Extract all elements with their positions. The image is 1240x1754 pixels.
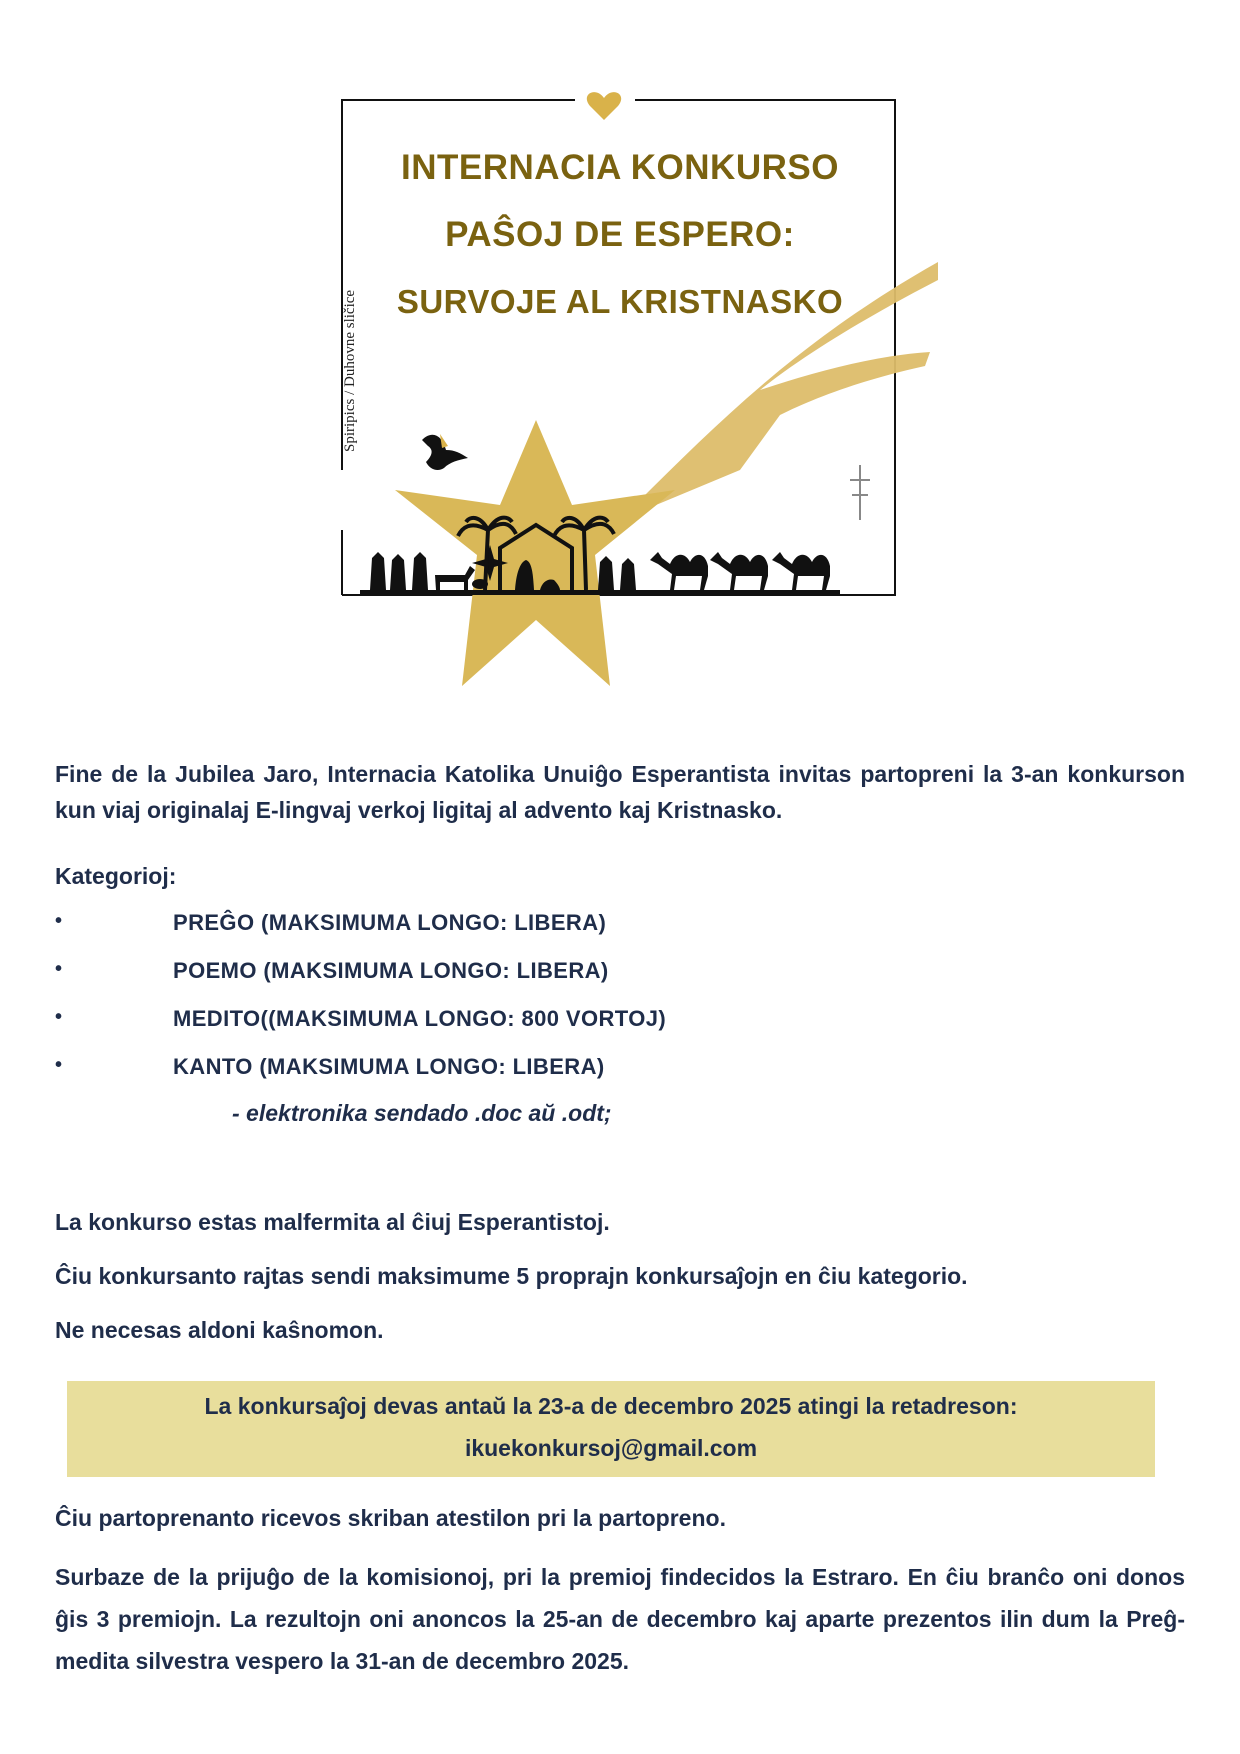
camel-icon — [772, 552, 830, 590]
ground-line — [360, 590, 840, 595]
paragraph-open: La konkurso estas malfermita al ĉiuj Esperantistoj. — [55, 1209, 610, 1235]
deadline-text: La konkursaĵoj devas antaŭ la 23-a de decembro 2025 atingi la retadreson: — [204, 1393, 1018, 1419]
bullet-icon: • — [55, 958, 63, 980]
category-label: POEMO (MAKSIMUMA LONGO: LIBERA) — [173, 958, 609, 983]
format-note: - elektronika sendado .doc aŭ .odt; — [232, 1100, 612, 1126]
heart-icon — [587, 92, 621, 120]
bullet-icon: • — [55, 910, 63, 932]
donkey-icon — [435, 566, 475, 590]
shepherds-icon — [598, 556, 636, 590]
paragraph-certificate: Ĉiu partoprenanto ricevos skriban atestilon pri la partopreno. — [55, 1505, 726, 1531]
bullet-icon: • — [55, 1006, 63, 1028]
magi-icon — [370, 552, 428, 590]
list-item — [55, 1006, 1055, 1054]
category-label: KANTO (MAKSIMUMA LONGO: LIBERA) — [173, 1054, 605, 1079]
camel-icon — [650, 552, 708, 590]
categories-list — [55, 910, 1055, 1102]
deadline-box — [67, 1381, 1155, 1477]
image-credit-text: Spiripics / Duhovne sličice — [342, 289, 358, 452]
cross-icon — [850, 465, 870, 520]
category-label: PREĜO (MAKSIMUMA LONGO: LIBERA) — [173, 910, 607, 935]
paragraph-limit: Ĉiu konkursanto rajtas sendi maksimume 5 proprajn konkursaĵojn en ĉiu kategorio. — [55, 1263, 968, 1289]
camel-icon — [710, 552, 768, 590]
poster-title-line3: SURVOJE AL KRISTNASKO — [396, 283, 844, 320]
paragraph-pseudonym: Ne necesas aldoni kaŝnomon. — [55, 1317, 384, 1343]
intro-paragraph: Fine de la Jubilea Jaro, Internacia Katolika Unuiĝo Esperantista invitas partopreni la 3-an konkurson kun viaj originalaj E-lingvaj verkoj ligitaj al advento kaj Kristnasko. — [55, 761, 1185, 823]
dove-icon — [422, 435, 468, 470]
list-item — [55, 910, 1055, 958]
poster-illustration — [340, 90, 960, 700]
categories-heading: Kategorioj: — [55, 863, 177, 889]
email-address[interactable]: ikuekonkursoj@gmail.com — [464, 1435, 758, 1461]
list-item — [55, 1054, 1055, 1102]
paragraph-prizes: Surbaze de la prijuĝo de la komisionoj, pri la premioj findecidos la Estraro. En ĉiu branĉo oni donos ĝis 3 premiojn. La rezultojn oni anoncos la 25-an de decembro kaj aparte prezentos ilin dum la Preĝ-medita silvestra vespero la 31-an de decembro 2025. — [55, 1564, 1185, 1674]
list-item — [55, 958, 1055, 1006]
poster-title-line2: PAŜOJ DE ESPERO: — [445, 215, 795, 254]
category-label: MEDITO((MAKSIMUMA LONGO: 800 VORTOJ) — [173, 1006, 667, 1031]
poster-title-line1: INTERNACIA KONKURSO — [401, 148, 839, 187]
sheep-icon — [472, 579, 488, 589]
bullet-icon: • — [55, 1054, 63, 1076]
